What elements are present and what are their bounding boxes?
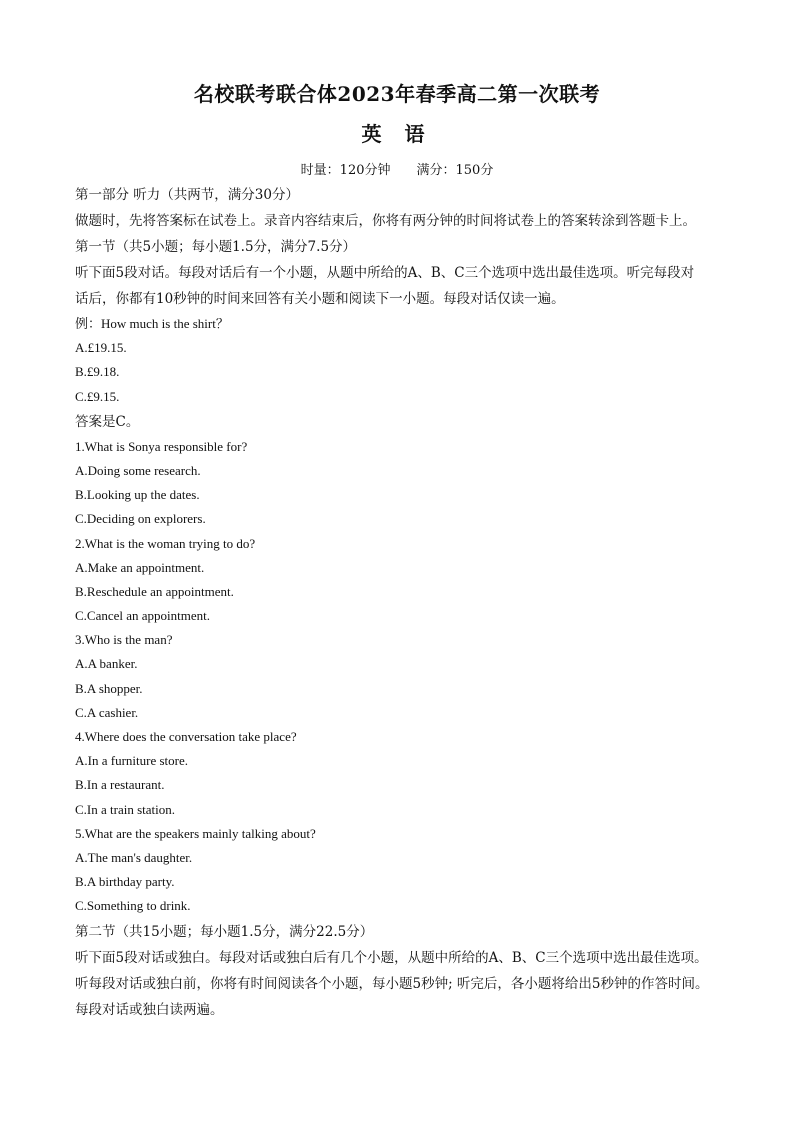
question-4-option-b: B.In a restaurant. <box>75 777 165 793</box>
question-3: 3.Who is the man? <box>75 632 173 648</box>
section2-heading: 第二节（共15小题；每小题1.5分，满分22.5分） <box>75 923 374 940</box>
question-2-option-b: B.Reschedule an appointment. <box>75 583 234 599</box>
section1-heading: 第一节（共5小题；每小题1.5分，满分7.5分） <box>75 239 357 255</box>
question-1-option-b: B.Looking up the dates. <box>75 487 200 503</box>
part1-heading: 第一部分 听力（共两节，满分30分） <box>75 187 299 203</box>
example-option: C.£9.15. <box>75 388 120 404</box>
question-4-option-a: A.In a furniture store. <box>75 753 188 769</box>
section1-instruction-line: 听下面5段对话。每段对话后有一个小题，从题中所给的A、B、C三个选项中选出最佳选项。听完每段对 <box>75 265 695 281</box>
question-3-option-a: A.A banker. <box>75 656 138 672</box>
example-option: B.£9.18. <box>75 364 120 380</box>
exam-meta <box>0 159 794 178</box>
example-option: A.£19.15. <box>75 340 127 356</box>
time-limit: 时量：120分钟 <box>300 163 391 178</box>
exam-content <box>75 182 735 1023</box>
question-5-option-b: B.A birthday party. <box>75 874 175 890</box>
section2-instruction-line: 每段对话或独白读两遍。 <box>75 1001 224 1018</box>
question-5-option-a: A.The man's daughter. <box>75 849 193 865</box>
question-1-option-a: A.Doing some research. <box>75 462 201 478</box>
section2-instruction-line: 听每段对话或独白前，你将有时间阅读各个小题，每小题5秒钟; 听完后，各小题将给出5秒钟的作答时间。 <box>75 975 709 992</box>
question-2-option-c: C.Cancel an appointment. <box>75 608 211 624</box>
exam-title: 名校联考联合体2023年春季高二第一次联考 <box>193 82 601 106</box>
question-5: 5.What are the speakers mainly talking about? <box>75 825 316 841</box>
full-score: 满分：150分 <box>416 163 494 178</box>
question-2: 2.What is the woman trying to do? <box>75 535 256 551</box>
question-4: 4.Where does the conversation take place? <box>75 729 297 744</box>
section1-instruction-line: 话后，你都有10秒钟的时间来回答有关小题和阅读下一小题。每段对话仅读一遍。 <box>75 291 565 307</box>
question-2-option-a: A.Make an appointment. <box>75 559 205 575</box>
question-3-option-c: C.A cashier. <box>75 704 139 720</box>
part1-instruction: 做题时，先将答案标在试卷上。录音内容结束后，你将有两分钟的时间将试卷上的答案转涂到答题卡上。 <box>75 213 696 229</box>
question-1-option-c: C.Deciding on explorers. <box>75 511 206 527</box>
question-3-option-b: B.A shopper. <box>75 680 143 696</box>
question-5-option-c: C.Something to drink. <box>75 898 191 914</box>
question-1: 1.What is Sonya responsible for? <box>75 438 248 454</box>
example-answer: 答案是C。 <box>75 413 140 430</box>
question-4-option-c: C.In a train station. <box>75 801 176 817</box>
example-question: 例：How much is the shirt？ <box>75 316 229 331</box>
subject-title: 英 语 <box>361 122 433 146</box>
section2-instruction-line: 听下面5段对话或独白。每段对话或独白后有几个小题，从题中所给的A、B、C三个选项中选出最佳选项。 <box>75 949 708 966</box>
